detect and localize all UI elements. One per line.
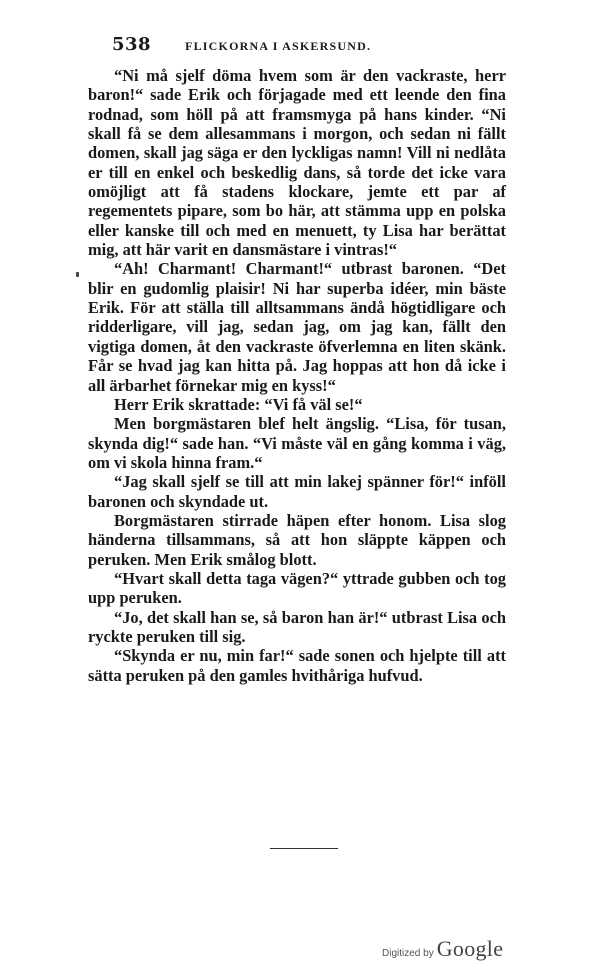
paragraph-1: “Ni må sjelf döma hvem som är den vackraste, herr baron!“ sade Erik och förjagade med ett leende den fina rodnad, som höll på att framsmyga på hans kinder. “Ni skall få se dem allesammans i morgon, och sedan ni fällt domen, skall jag säga er den lyckligas namn! Vill ni nedlåta er till en enkel och beskedlig dans, så torde det icke vara omöjligt att få stadens klockare, jemte ett par af regementets pipare, som bo här, att stämma upp en polska eller kanske till och med en menuett, ty Lisa har berättat mig, att här varit en dansmästare i vintras!“ bbox=[88, 66, 506, 260]
paragraph-7: “Hvart skall detta taga vägen?“ yttrade gubben och tog upp peruken. bbox=[88, 568, 506, 608]
page-header bbox=[112, 34, 502, 56]
paragraph-2: “Ah! Charmant! Charmant!“ utbrast baronen. “Det blir en gudomlig plaisir! Ni har superba idéer, min bäste Erik. För att ställa till alltsammans ändå högtidligare och ridderligare, vill jag, sedan jag, om jag kan, fällt den vigtiga domen, åt den vackraste öfverlemna en liten skänk. Får se hvad jag kan hitta på. Jag hoppas att hon då icke i all ärbarhet förnekar mig en kyss!“ bbox=[88, 259, 506, 395]
paragraph-5: “Jag skall sjelf se till att min lakej spänner för!“ inföll baronen och skyndade ut. bbox=[88, 472, 506, 511]
paragraph-8: “Jo, det skall han se, så baron han är!“ utbrast Lisa och ryckte peruken till sig. bbox=[88, 607, 506, 646]
running-title: FLICKORNA I ASKERSUND. bbox=[185, 39, 372, 53]
paragraph-9: “Skynda er nu, min far!“ sade sonen och hjelpte till att sätta peruken på den gamles hvithåriga hufvud. bbox=[88, 646, 506, 685]
digitized-watermark bbox=[382, 936, 503, 964]
end-rule bbox=[270, 848, 338, 849]
ink-speck bbox=[76, 272, 79, 277]
body-text bbox=[88, 66, 506, 685]
paragraph-6: Borgmästaren stirrade häpen efter honom. Lisa slog händerna tillsammans, så att hon släppte käppen och peruken. Men Erik smålog blott. bbox=[88, 510, 506, 569]
watermark-prefix: Digitized by bbox=[382, 948, 434, 959]
google-logo: Google bbox=[436, 936, 504, 961]
paragraph-4: Men borgmästaren blef helt ängslig. “Lisa, för tusan, skynda dig!“ sade han. “Vi måste väl en gång komma i väg, om vi skola hinna fram.“ bbox=[88, 414, 506, 472]
paragraph-3: Herr Erik skrattade: “Vi få väl se!“ bbox=[114, 394, 363, 414]
page-number: 538 bbox=[112, 34, 152, 55]
